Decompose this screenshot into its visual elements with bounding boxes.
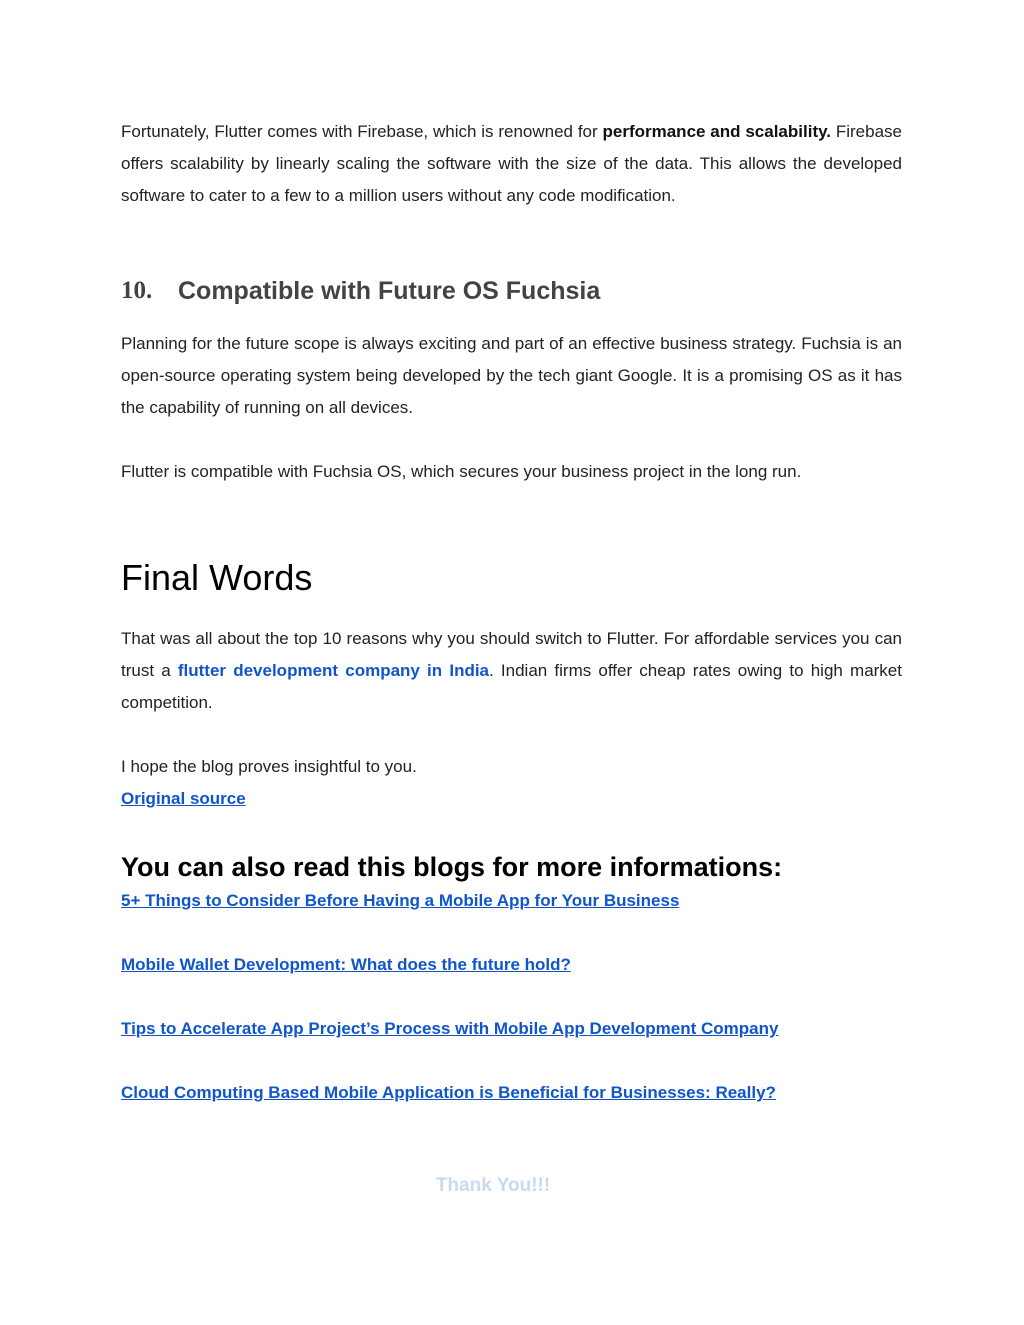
document-body — [121, 116, 902, 1109]
intro-text-continued: Firebase offers scalability by linearly scaling the software with the size of the data. This allows the developed software to cater to a few to a million users without any code modification. — [121, 122, 902, 205]
section-paragraph-2: Flutter is compatible with Fuchsia OS, which secures your business project in the long run. — [121, 462, 802, 481]
section-number: 10. — [121, 277, 153, 304]
intro-bold-text: performance and scalability. — [602, 122, 832, 141]
final-words-heading: Final Words — [121, 557, 313, 598]
thank-you-text: Thank You!!! — [435, 1175, 551, 1196]
final-text: That was all about the top 10 reasons why you should switch to Flutter. For affordable services you can trust a — [121, 629, 902, 680]
related-link-3[interactable]: Tips to Accelerate App Project’s Process with Mobile App Development Company — [121, 1019, 779, 1038]
final-text-continued: . Indian firms offer cheap rates owing to high market competition. — [121, 661, 902, 712]
related-link-4[interactable]: Cloud Computing Based Mobile Application is Beneficial for Businesses: Really? — [121, 1083, 776, 1102]
related-links-list — [121, 885, 902, 1109]
section-paragraph: Planning for the future scope is always exciting and part of an effective business strategy. Fuchsia is an open-source operating system being developed by the tech giant Google. It is a promising OS as it has the capability of running on all devices. — [121, 334, 902, 417]
section-heading — [121, 271, 902, 311]
final-paragraph — [121, 623, 902, 719]
related-link-1[interactable]: 5+ Things to Consider Before Having a Mobile App for Your Business — [121, 891, 680, 910]
related-link-2[interactable]: Mobile Wallet Development: What does the future hold? — [121, 955, 571, 974]
read-more-heading: You can also read this blogs for more informations: — [121, 852, 783, 882]
intro-text: Fortunately, Flutter comes with Firebase, which is renowned for — [121, 122, 603, 141]
section-title: Compatible with Future OS Fuchsia — [178, 276, 601, 305]
intro-paragraph — [121, 116, 902, 212]
hope-text: I hope the blog proves insightful to you. — [121, 757, 417, 776]
original-source-link[interactable]: Original source — [121, 789, 246, 808]
flutter-company-link[interactable]: flutter development company in India — [177, 661, 490, 680]
